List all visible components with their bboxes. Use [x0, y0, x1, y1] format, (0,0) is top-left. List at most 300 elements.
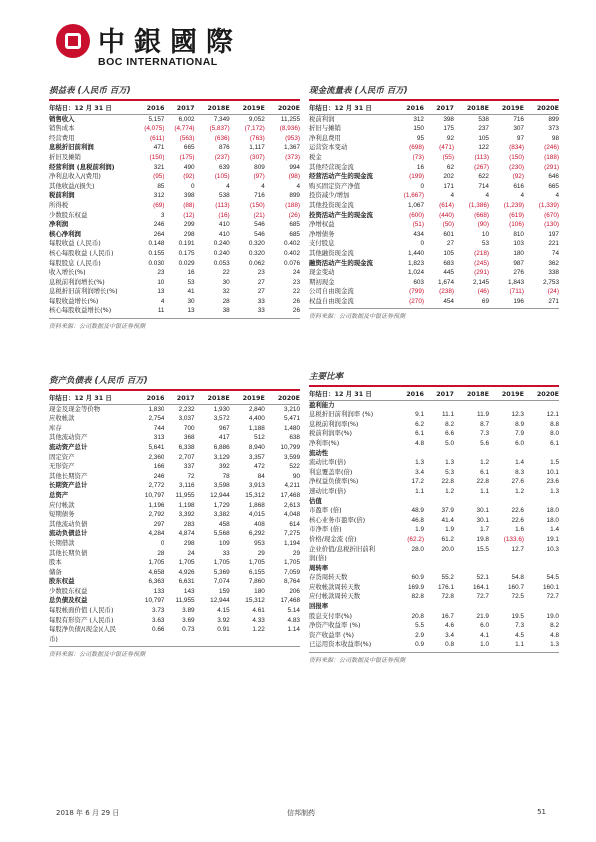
row-label: 应收帐款 — [49, 414, 75, 423]
row-value: (16) — [218, 211, 230, 219]
table-row — [49, 520, 300, 530]
row-value: 22.6 — [511, 507, 524, 515]
row-value: 0.191 — [178, 240, 195, 248]
table-row — [309, 477, 559, 487]
table-row — [49, 453, 300, 463]
row-value: 744 — [153, 424, 165, 432]
row-value: 16 — [187, 269, 195, 277]
row-value: 19.1 — [546, 535, 559, 543]
row-value: 6,631 — [178, 578, 195, 586]
row-value: 312 — [413, 115, 424, 123]
row-value: 3,598 — [213, 482, 230, 490]
row-value: 1.3 — [415, 459, 424, 467]
table-row — [309, 259, 559, 269]
row-value: 1.1 — [480, 487, 489, 495]
row-label: 净利率(%) — [309, 438, 340, 447]
row-value: 0 — [191, 182, 195, 190]
row-value: 72.8 — [441, 593, 454, 601]
row-value: 0.029 — [178, 259, 195, 267]
row-value: (150) — [249, 201, 265, 209]
row-value: 0.66 — [152, 626, 165, 634]
row-value: (1,386) — [468, 201, 489, 209]
row-label: 流动性 — [309, 448, 329, 457]
row-value: 72.5 — [511, 593, 524, 601]
row-value: 197 — [548, 230, 559, 238]
row-value: 17.2 — [411, 478, 424, 486]
row-value: 176.1 — [438, 583, 454, 591]
row-value — [489, 564, 524, 574]
row-value: 2,360 — [148, 453, 165, 461]
row-value: (4,774) — [174, 125, 195, 133]
row-label: 息税前利润增长(%) — [49, 277, 105, 286]
table-header-row — [309, 104, 559, 114]
row-value: 0.240 — [213, 240, 230, 248]
row-value: 72.7 — [546, 593, 559, 601]
row-value: 4,874 — [178, 530, 195, 538]
row-value: 10,799 — [280, 443, 300, 451]
row-value: 967 — [219, 424, 230, 432]
row-value: 8.9 — [515, 420, 524, 428]
table-row — [309, 592, 559, 602]
row-label: 应收帐款周转天数 — [309, 582, 361, 591]
row-value: 312 — [153, 192, 165, 200]
row-label: 所得税 — [49, 200, 69, 209]
table-row — [309, 602, 559, 612]
row-value: (670) — [544, 211, 559, 219]
row-value: 313 — [153, 434, 165, 442]
income-statement-panel — [49, 86, 300, 330]
row-value: 10.1 — [546, 468, 559, 476]
row-value: 1,705 — [178, 559, 195, 567]
row-label: 股本 — [49, 558, 62, 567]
row-value — [454, 564, 489, 574]
table-row — [49, 201, 300, 211]
row-value: 614 — [289, 520, 300, 528]
table-row — [309, 429, 559, 439]
row-value: 3,392 — [178, 511, 195, 519]
row-label: 其他长期负债 — [49, 548, 88, 557]
row-value — [489, 497, 524, 507]
row-value: 16.7 — [441, 612, 454, 620]
row-value: 4,015 — [248, 511, 265, 519]
row-value: 27 — [257, 278, 265, 286]
row-value: 6.6 — [445, 430, 454, 438]
row-value: 98 — [551, 134, 559, 142]
row-label: 无形资产 — [49, 462, 75, 471]
table-row — [309, 535, 559, 545]
row-value: (73) — [412, 153, 424, 161]
row-label: 其他投资现金流 — [309, 200, 354, 209]
row-value: 143 — [183, 587, 195, 595]
row-value: (113) — [474, 153, 489, 161]
row-value: 11.1 — [442, 411, 454, 419]
row-value: 8.0 — [550, 430, 559, 438]
table-row — [309, 525, 559, 535]
row-value: (12) — [183, 211, 195, 219]
row-value: 0.320 — [248, 240, 265, 248]
row-value: (97) — [253, 173, 265, 181]
row-value: 4,284 — [148, 530, 165, 538]
row-label: 核心每股收益 (人民币) — [49, 248, 114, 257]
column-header-year: 2020E — [536, 390, 559, 398]
column-header-year: 2018E — [207, 394, 230, 402]
row-label: 盈利能力 — [309, 400, 335, 409]
row-value: 30 — [222, 278, 230, 286]
row-value — [489, 602, 524, 612]
table-row — [309, 182, 559, 192]
row-value: 546 — [254, 221, 265, 229]
row-value — [454, 554, 489, 564]
row-value: (563) — [179, 134, 195, 142]
table-row — [49, 249, 300, 259]
row-value: 0.91 — [217, 626, 230, 634]
row-value: 21.9 — [476, 612, 489, 620]
row-value: 15,312 — [245, 597, 265, 605]
row-value: 202 — [443, 173, 454, 181]
cash-flow-table — [309, 104, 559, 306]
row-value: 27.6 — [511, 478, 524, 486]
row-value: 410 — [219, 230, 230, 238]
row-value: (238) — [439, 288, 454, 296]
row-label: 核心净利润 — [49, 229, 81, 238]
row-value: (199) — [409, 173, 424, 181]
row-label: 其他融资现金流 — [309, 248, 354, 257]
row-value: 2,707 — [178, 453, 195, 461]
row-label: 公司自由现金流 — [309, 287, 354, 296]
row-value: 538 — [478, 115, 489, 123]
row-value: (55) — [442, 153, 454, 161]
boc-logo-icon — [56, 24, 90, 58]
table-row — [309, 163, 559, 173]
row-value: 46.8 — [411, 516, 424, 524]
row-label: 已运用资本收益率(%) — [309, 640, 372, 649]
row-value: (7,172) — [244, 125, 265, 133]
row-value — [524, 449, 559, 459]
row-value: 1,024 — [408, 269, 424, 277]
row-value: 2,232 — [178, 405, 195, 413]
row-value: (50) — [442, 221, 454, 229]
row-value: 28 — [157, 549, 165, 557]
row-value: 1,067 — [408, 201, 424, 209]
column-header-year: 2017 — [436, 104, 454, 112]
row-label: 净增债务 — [309, 229, 335, 238]
row-value — [424, 554, 454, 564]
row-value: 29 — [257, 549, 265, 557]
table-row — [49, 259, 300, 269]
row-value: 1.2 — [445, 487, 454, 495]
row-value: 61.2 — [441, 535, 454, 543]
row-value: 601 — [443, 230, 454, 238]
row-value: 27 — [257, 288, 265, 296]
row-value: 0.030 — [148, 259, 165, 267]
row-value: 4 — [450, 192, 454, 200]
row-value: (267) — [474, 163, 489, 171]
row-value: 4.15 — [217, 607, 230, 615]
row-value: 18.0 — [546, 507, 559, 515]
row-value: 22.8 — [476, 478, 489, 486]
row-value: 72 — [187, 472, 195, 480]
row-label: 股东权益 — [49, 577, 75, 586]
row-value: 30 — [187, 297, 195, 305]
row-value: 41.4 — [441, 516, 454, 524]
row-value: 603 — [413, 278, 424, 286]
row-value: 0.9 — [415, 641, 424, 649]
row-value: 84 — [257, 472, 265, 480]
table-row — [49, 501, 300, 511]
row-value: 9.1 — [415, 411, 424, 419]
table-row — [309, 410, 559, 420]
row-value: 10.3 — [546, 545, 559, 553]
row-value: 12.1 — [546, 411, 559, 419]
table-row — [49, 529, 300, 539]
cash-flow-source-note: 资料来源：公司数据及中银证券预测 — [309, 308, 559, 320]
row-value: 150 — [413, 125, 424, 133]
row-value: 876 — [219, 144, 230, 152]
row-value: (90) — [477, 221, 489, 229]
row-value — [394, 554, 424, 564]
row-value: 2,753 — [543, 278, 559, 286]
row-value: 0.175 — [178, 249, 195, 257]
table-row — [49, 114, 300, 124]
table-row — [309, 554, 559, 564]
row-value: 0.053 — [213, 259, 230, 267]
row-label: 税前利润率(%) — [309, 429, 353, 438]
row-value: 62 — [446, 163, 454, 171]
table-header-row — [49, 104, 300, 114]
row-value: 4 — [160, 297, 165, 305]
row-value: 408 — [254, 520, 265, 528]
row-value: 3.69 — [182, 616, 195, 624]
row-value — [524, 564, 559, 574]
column-header-label: 年结日：12 月 31 日 — [309, 104, 372, 112]
row-value: 1.2 — [515, 487, 524, 495]
row-value: 0.155 — [148, 249, 165, 257]
row-value: 5.6 — [480, 439, 489, 447]
row-value: 22 — [292, 288, 300, 296]
table-row — [309, 583, 559, 593]
row-value: 159 — [219, 587, 230, 595]
row-value: (98) — [288, 173, 300, 181]
row-value: (5,837) — [209, 125, 230, 133]
row-value: 1.4 — [550, 526, 559, 534]
row-value: 683 — [443, 259, 454, 267]
column-header-year: 2017 — [436, 390, 454, 398]
row-value: 417 — [219, 434, 230, 442]
table-row — [309, 468, 559, 478]
row-value: 60.9 — [411, 574, 424, 582]
row-value: 1.4 — [515, 459, 524, 467]
row-label: 息税前利润率(%) — [309, 419, 359, 428]
row-label: 流动资产总计 — [49, 442, 88, 451]
row-value: 5,568 — [213, 530, 230, 538]
row-value: 160.7 — [508, 583, 524, 591]
table-row — [49, 549, 300, 559]
row-value: 11.9 — [477, 411, 489, 419]
row-value: 97 — [516, 134, 524, 142]
row-value: 16 — [416, 163, 424, 171]
table-row — [49, 268, 300, 278]
row-label: 每股股息 (人民币) — [49, 258, 101, 267]
row-value — [489, 400, 524, 410]
row-value: 6,002 — [178, 115, 195, 123]
row-value: 809 — [254, 163, 265, 171]
row-label: 应付帐款周转天数 — [309, 592, 361, 601]
row-value: 28.0 — [411, 545, 424, 553]
row-value: 11,255 — [280, 115, 300, 123]
row-value: 105 — [478, 134, 489, 142]
column-header-year: 2019E — [501, 104, 524, 112]
table-row — [49, 491, 300, 501]
table-row — [309, 439, 559, 449]
row-label: 现金变动 — [309, 268, 335, 277]
row-value: 392 — [219, 463, 230, 471]
row-value: 33 — [257, 297, 265, 305]
row-value: 11,955 — [175, 491, 195, 499]
column-header-label: 年结日：12 月 31 日 — [49, 104, 112, 112]
row-value: (113) — [215, 201, 230, 209]
row-value: 5.5 — [415, 622, 424, 630]
row-value: 700 — [183, 424, 195, 432]
row-value: 12.7 — [511, 545, 524, 553]
row-value: 10 — [481, 230, 489, 238]
row-value: 4.8 — [415, 439, 424, 447]
row-value: 78 — [222, 472, 230, 480]
table-row — [309, 640, 559, 650]
row-value: 1.9 — [445, 526, 454, 534]
row-value: (130) — [544, 221, 559, 229]
row-value: (834) — [509, 144, 524, 152]
row-value: (270) — [409, 297, 424, 305]
row-label: 经营利润 (息税前利润) — [49, 162, 115, 171]
row-value: (1,667) — [403, 192, 424, 200]
row-value: 6.0 — [480, 622, 489, 630]
row-value: 4.6 — [445, 622, 454, 630]
row-value: 103 — [513, 240, 524, 248]
table-row — [309, 278, 559, 288]
column-header-year: 2016 — [146, 394, 165, 402]
row-value: (237) — [214, 153, 230, 161]
row-value: 0.240 — [213, 249, 230, 257]
row-value: 638 — [289, 434, 300, 442]
row-value: (51) — [412, 221, 424, 229]
column-header-year: 2020E — [536, 104, 559, 112]
row-label: 总资产 — [49, 490, 69, 499]
row-value: 1.1 — [515, 641, 524, 649]
page-number: 51 — [537, 808, 546, 816]
row-value: (105) — [214, 173, 230, 181]
row-value: (188) — [285, 201, 300, 209]
row-value — [524, 497, 559, 507]
row-value: (24) — [547, 288, 559, 296]
row-value: (711) — [509, 288, 524, 296]
row-label: 长期资产总计 — [49, 481, 88, 490]
row-value: 1,196 — [148, 501, 165, 509]
table-row — [49, 239, 300, 249]
row-value: 33 — [257, 307, 265, 315]
balance-sheet-table — [49, 394, 300, 644]
row-value: 4 — [485, 192, 489, 200]
row-value: (600) — [409, 211, 424, 219]
row-value: 53 — [187, 278, 195, 286]
row-value: 32 — [222, 288, 230, 296]
row-value: (92) — [183, 173, 195, 181]
row-label: 固定资产 — [49, 452, 75, 461]
row-label: 市净率 (倍) — [309, 525, 342, 534]
row-value: (46) — [477, 288, 489, 296]
table-row — [49, 433, 300, 443]
row-value: 7,059 — [284, 568, 300, 576]
row-value: 0.062 — [248, 259, 265, 267]
row-value: (133.6) — [503, 535, 524, 543]
row-value: 0.076 — [284, 259, 300, 267]
row-label: 收入增长(%) — [49, 268, 86, 277]
row-value: 3.92 — [217, 616, 230, 624]
row-value: 20.8 — [411, 612, 424, 620]
row-value: 7,349 — [213, 115, 230, 123]
table-row — [309, 153, 559, 163]
row-value: 899 — [289, 192, 300, 200]
row-value — [489, 554, 524, 564]
row-value: 987 — [513, 259, 524, 267]
row-value: 18.0 — [546, 516, 559, 524]
row-label: 其他流动资产 — [49, 433, 88, 442]
row-label: 其他经营现金流 — [309, 162, 354, 171]
income-statement-table — [49, 104, 300, 316]
row-value: (4,075) — [144, 125, 165, 133]
table-row — [49, 510, 300, 520]
row-value: 646 — [548, 173, 559, 181]
row-value: (698) — [409, 144, 424, 152]
row-value: 472 — [254, 463, 265, 471]
key-ratios-table — [309, 390, 559, 650]
row-value: (150) — [509, 153, 524, 161]
row-value: (245) — [474, 259, 489, 267]
row-value: 246 — [153, 472, 165, 480]
brand-name-en: BOC INTERNATIONAL — [98, 56, 218, 68]
row-value: (619) — [509, 211, 524, 219]
company-name: 信邦制药 — [287, 809, 315, 817]
row-value: 221 — [548, 240, 559, 248]
row-value: 337 — [183, 463, 195, 471]
row-value: 4,400 — [248, 415, 265, 423]
cash-flow-title: 现金流量表 (人民币 百万) — [309, 86, 559, 101]
row-label: 折旧及摊销 — [49, 152, 81, 161]
row-label: 少数股东权益 — [49, 586, 88, 595]
row-value: 26 — [292, 297, 300, 305]
table-row — [309, 458, 559, 468]
row-value: 15.5 — [476, 545, 489, 553]
row-label: 币) — [49, 634, 58, 643]
row-value: 1.14 — [287, 626, 300, 634]
row-value: 54.8 — [511, 574, 524, 582]
row-value: 82.8 — [411, 593, 424, 601]
row-value: (799) — [409, 288, 424, 296]
row-value: 164.1 — [473, 583, 489, 591]
row-value: 6,886 — [213, 443, 230, 451]
row-value — [489, 449, 524, 459]
row-label: 速动比率(倍) — [309, 486, 346, 495]
row-value: 2,840 — [248, 405, 265, 413]
row-value: (95) — [153, 173, 165, 181]
row-label: 流动负债总计 — [49, 529, 88, 538]
table-row — [309, 134, 559, 144]
table-row — [49, 462, 300, 472]
row-value: 17,468 — [280, 597, 300, 605]
row-value: 994 — [289, 163, 300, 171]
row-value: 4,658 — [148, 568, 165, 576]
row-value: 1.6 — [515, 526, 524, 534]
row-value: 171 — [443, 182, 454, 190]
